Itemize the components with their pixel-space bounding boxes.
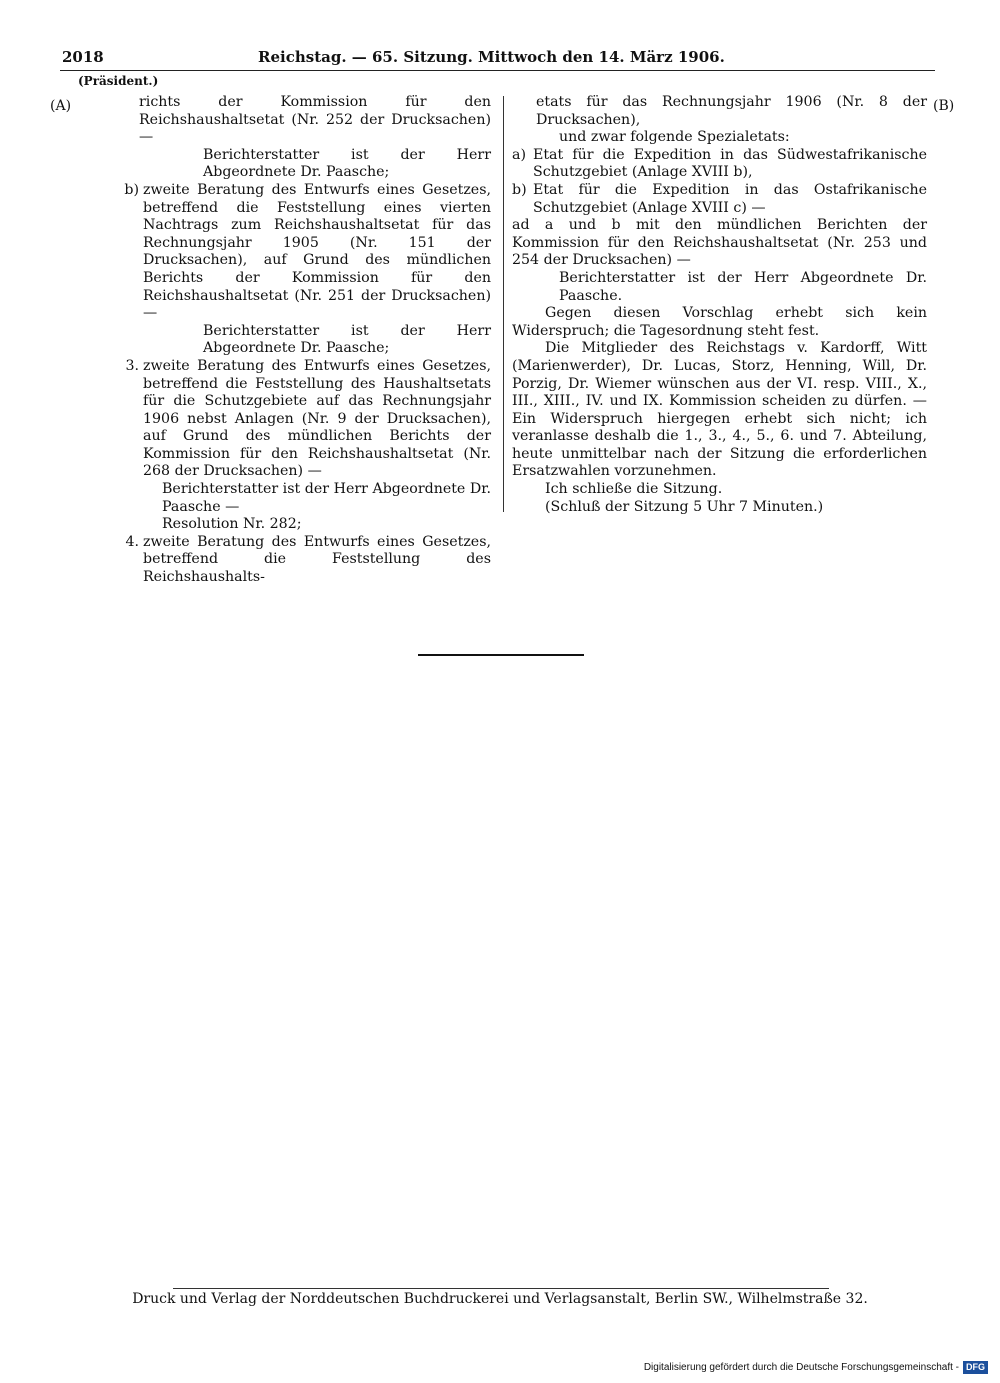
item-text: zweite Beratung des Entwurfs eines Gesetzes, betreffend die Feststellung des Haushaltsetats für die Schutzgebiete auf das Rechnungsjahr 1906 nebst Anlagen (Nr. 9 der Drucksachen), auf Grund des mündlichen Berichts der Kommission für den Reichshaushaltsetat (Nr. 268 der Drucksachen) — [143, 357, 491, 480]
item-text: zweite Beratung des Entwurfs eines Gesetzes, betreffend die Feststellung eines vierten Nachtrags zum Reichshaushaltsetat für das Rechnungsjahr 1905 (Nr. 151 der Drucksachen), auf Grund des mündlichen Berichts der Kommission für den Reichshaushaltsetat (Nr. 251 der Drucksachen) — [143, 181, 491, 322]
digitization-text: Digitalisierung gefördert durch die Deutsche Forschungsgemeinschaft - [643, 1362, 959, 1373]
item-marker: b) [124, 181, 139, 198]
reporter-line: Berichterstatter ist der Herr Abgeordnete Dr. Paasche; [203, 322, 491, 357]
continuation-text: etats für das Rechnungsjahr 1906 (Nr. 8 der Drucksachen), [536, 94, 927, 128]
header-rule [60, 70, 935, 71]
speaker-label: (Präsident.) [78, 74, 159, 88]
special-etats-intro: und zwar folgende Spezialetats: [559, 129, 790, 146]
left-column [115, 94, 491, 587]
reporter-line: Berichterstatter ist der Herr Abgeordnete Dr. Paasche; [203, 146, 491, 181]
digitization-note [644, 1361, 988, 1374]
imprint: Druck und Verlag der Norddeutschen Buchdruckerei und Verlagsanstalt, Berlin SW., Wilhelmstraße 32. [132, 1291, 868, 1307]
special-etat-b [512, 182, 927, 217]
page-number: 2018 [62, 48, 104, 66]
column-divider [503, 96, 504, 512]
continuation-text: richts der Kommission für den Reichshaushaltsetat (Nr. 252 der Drucksachen) — [139, 94, 491, 146]
paragraph-no-objection: Gegen diesen Vorschlag erhebt sich kein Widerspruch; die Tagesordnung steht fest. [512, 305, 927, 339]
special-etat-a [512, 147, 927, 182]
agenda-item-4 [115, 534, 491, 587]
ad-a-b-text: ad a und b mit den mündlichen Berichten der Kommission für den Reichshaushaltsetat (Nr. 253 und 254 der Drucksachen) — [512, 217, 927, 269]
item-text: Etat für die Expedition in das Ostafrikanische Schutzgebiet (Anlage XVIII c) — [533, 181, 927, 216]
resolution-line: Resolution Nr. 282; [162, 516, 302, 533]
agenda-item-b [115, 182, 491, 323]
footer-rule [173, 1288, 829, 1289]
item-marker: 4. [125, 533, 139, 550]
item-marker: 3. [125, 357, 139, 374]
item-text: Etat für die Expedition in das Südwestafrikanische Schutzgebiet (Anlage XVIII b), [533, 146, 927, 181]
reporter-line: Berichterstatter ist der Herr Abgeordnete Dr. Paasche. [559, 269, 927, 304]
reporter-line: Berichterstatter ist der Herr Abgeordnete Dr. Paasche — [162, 481, 491, 515]
right-column [512, 94, 927, 516]
paragraph-commission-members: Die Mitglieder des Reichstags v. Kardorff, Witt (Marienwerder), Dr. Lucas, Storz, Henning, Will, Dr. Porzig, Dr. Wiemer wünschen aus der VI. resp. VIII., X., III., XIII., IV. und IX. Kommission scheiden zu dürfen. — Ein Widerspruch hiergegen erhebt sich nicht; ich veranlasse deshalb die 1., 3., 4., 5., 6. und 7. Abteilung, heute unmittelbar nach der Sitzung die erforderlichen Ersatzwahlen vorzunehmen. [512, 340, 927, 480]
running-head: Reichstag. — 65. Sitzung. Mittwoch den 14. März 1906. [258, 48, 725, 66]
dfg-logo-icon: DFG [963, 1361, 988, 1374]
agenda-item-3 [115, 358, 491, 481]
item-marker: a) [512, 146, 526, 163]
margin-mark-right: (B) [933, 98, 955, 114]
paragraph-close-session: Ich schließe die Sitzung. [545, 481, 723, 498]
margin-mark-left: (A) [50, 98, 72, 114]
item-marker: b) [512, 181, 527, 198]
item-text: zweite Beratung des Entwurfs eines Gesetzes, betreffend die Feststellung des Reichshaushalts- [143, 533, 491, 586]
section-end-rule [418, 654, 584, 656]
closing-note: (Schluß der Sitzung 5 Uhr 7 Minuten.) [545, 498, 824, 515]
